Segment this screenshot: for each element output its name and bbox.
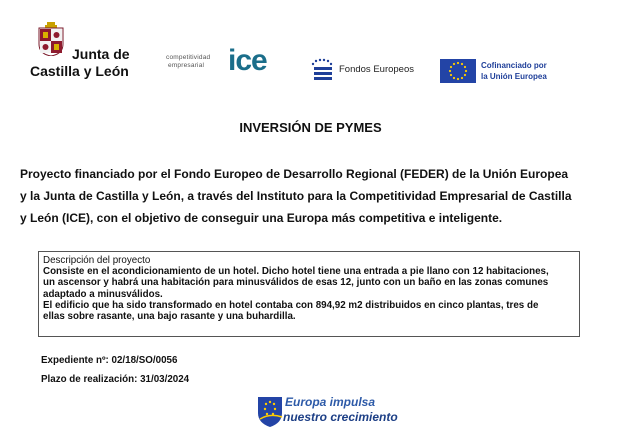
europa-impulsa-badge-icon	[256, 393, 284, 427]
eu-cofinanciado-logo	[438, 57, 588, 85]
eu-logo-line1: Cofinanciado por	[481, 61, 547, 70]
europa-impulsa-line2: nuestro crecimiento	[283, 410, 398, 424]
description-line: El edificio que ha sido transformado en hotel contaba con 894,92 m2 distribuidos en cinco plantas, tres de	[43, 299, 539, 311]
ice-logo	[166, 44, 276, 84]
intro-line: Proyecto financiado por el Fondo Europeo de Desarrollo Regional (FEDER) de la Unión Europea	[20, 167, 569, 181]
castilla-leon-shield-icon	[36, 22, 66, 56]
description-heading: Descripción del proyecto	[43, 255, 151, 266]
logo-bar	[0, 0, 621, 100]
junta-logo-line1: Junta de	[72, 46, 130, 62]
ice-caption-line1: competitividad	[166, 54, 211, 61]
fondos-europeos-logo	[306, 54, 416, 84]
description-line: adaptado a minusválidos.	[43, 288, 163, 300]
intro-paragraph	[20, 163, 600, 229]
eu-flag-icon	[440, 59, 476, 83]
ice-mark: ice	[228, 44, 267, 77]
fondos-europeos-flag-icon	[310, 58, 336, 84]
project-description-box	[38, 251, 580, 337]
ice-caption-line2: empresarial	[168, 62, 205, 69]
europa-impulsa-line1: Europa impulsa	[285, 395, 376, 409]
intro-line: y la Junta de Castilla y León, a través del Instituto para la Competitividad Empresarial de Castilla	[20, 189, 572, 203]
expediente-number: Expediente nº: 02/18/SO/0056	[41, 355, 178, 366]
description-line: Consiste en el acondicionamiento de un hotel. Dicho hotel tiene una entrada a pie llano con 12 habitaciones,	[43, 266, 549, 278]
fondos-europeos-label: Fondos Europeos	[339, 64, 414, 75]
plazo-realizacion: Plazo de realización: 31/03/2024	[41, 374, 190, 385]
description-line: un ascensor y habrá una habitación para minusválidos de esas 12, junto con un baño en las zonas comunes	[43, 277, 549, 289]
europa-impulsa-logo	[256, 393, 396, 429]
description-line: ellas sobre rasante, una bajo rasante y una buhardilla.	[43, 311, 296, 323]
junta-logo-line2: Castilla y León	[30, 63, 129, 79]
junta-castilla-leon-logo	[30, 22, 140, 84]
eu-logo-line2: la Unión Europea	[481, 72, 547, 81]
document-title: INVERSIÓN DE PYMES	[239, 120, 382, 135]
intro-line: y León (ICE), con el objetivo de conseguir una Europa más competitiva e inteligente.	[20, 211, 503, 225]
